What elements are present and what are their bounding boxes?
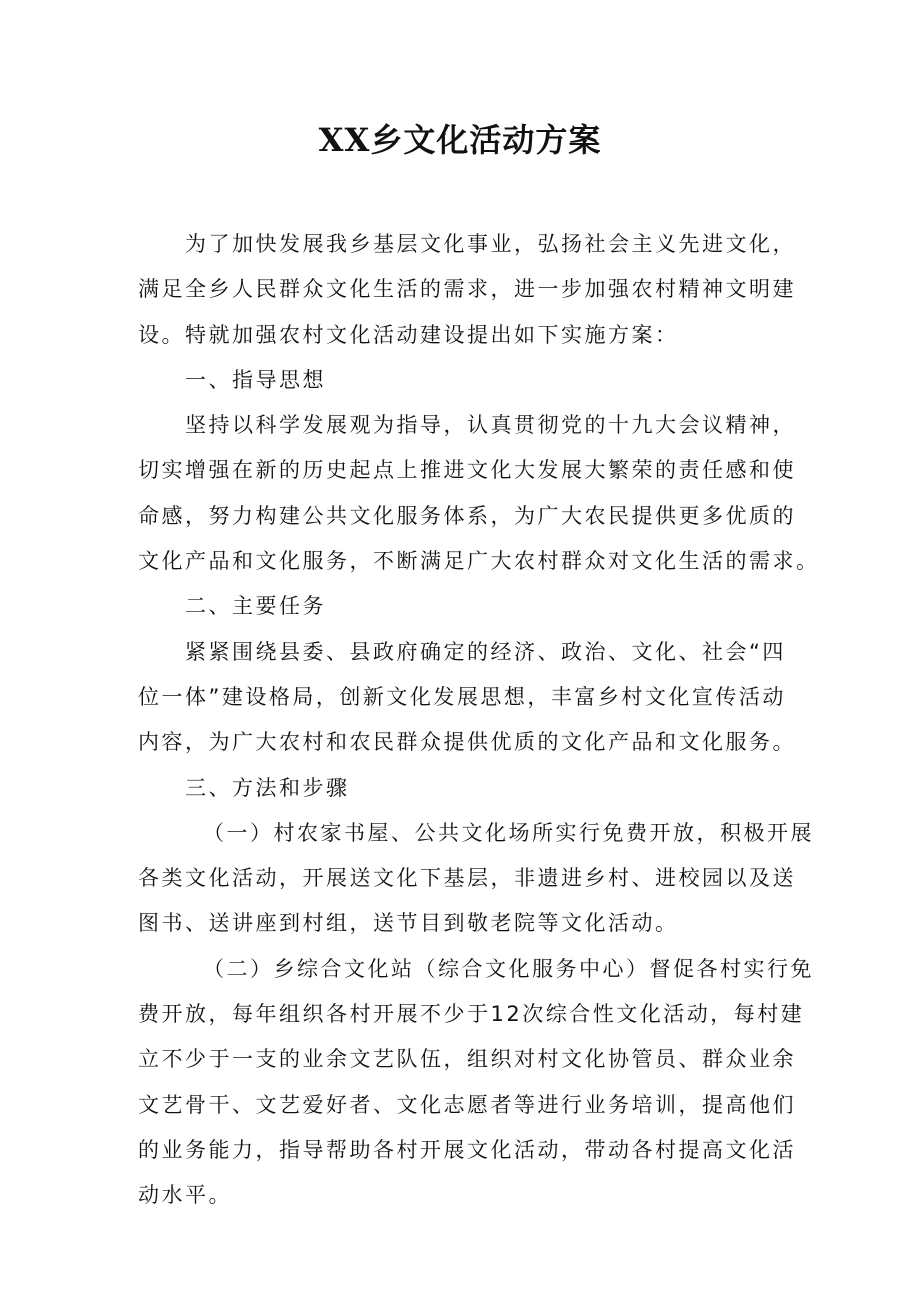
body-line: 文艺骨干、文艺爱好者、文化志愿者等进行业务培训，提高他们 [138, 1092, 796, 1117]
body-line: 设。特就加强农村文化活动建设提出如下实施方案： [138, 322, 679, 347]
body-line: 动水平。 [138, 1183, 232, 1208]
body-line: 立不少于一支的业余文艺队伍，组织对村文化协管员、群众业余 [138, 1047, 796, 1072]
document-body [138, 222, 820, 1219]
section-heading-methods-steps: 三、方法和步骤 [185, 775, 350, 800]
body-line: 费开放，每年组织各村开展不少于12次综合性文化活动，每村建 [138, 1002, 805, 1027]
body-line: （二）乡综合文化站（综合文化服务中心）督促各村实行免 [203, 956, 814, 981]
body-line: 图书、送讲座到村组，送节目到敬老院等文化活动。 [138, 911, 679, 936]
section-heading-guiding-ideology: 一、指导思想 [185, 367, 326, 392]
body-line: 命感，努力构建公共文化服务体系，为广大农民提供更多优质的 [138, 503, 796, 528]
body-line: 紧紧围绕县委、县政府确定的经济、政治、文化、社会“四 [185, 639, 786, 664]
body-line: 为了加快发展我乡基层文化事业，弘扬社会主义先进文化， [185, 232, 796, 256]
document-title: XX乡文化活动方案 [318, 121, 602, 159]
body-line: 文化产品和文化服务，不断满足广大农村群众对文化生活的需求。 [138, 549, 820, 574]
body-line: 的业务能力，指导帮助各村开展文化活动，带动各村提高文化活 [138, 1137, 796, 1162]
section-heading-main-tasks: 二、主要任务 [185, 594, 326, 619]
body-line: 位一体”建设格局，创新文化发展思想，丰富乡村文化宣传活动 [138, 684, 786, 709]
body-line: 各类文化活动，开展送文化下基层，非遗进乡村、进校园以及送 [138, 866, 796, 891]
body-line: 满足全乡人民群众文化生活的需求，进一步加强农村精神文明建 [138, 277, 796, 302]
body-line: 坚持以科学发展观为指导，认真贯彻党的十九大会议精神， [185, 413, 796, 438]
body-line: 切实增强在新的历史起点上推进文化大发展大繁荣的责任感和使 [138, 458, 796, 483]
body-line: 内容，为广大农村和农民群众提供优质的文化产品和文化服务。 [138, 730, 796, 755]
body-line: （一）村农家书屋、公共文化场所实行免费开放，积极开展 [203, 820, 814, 845]
